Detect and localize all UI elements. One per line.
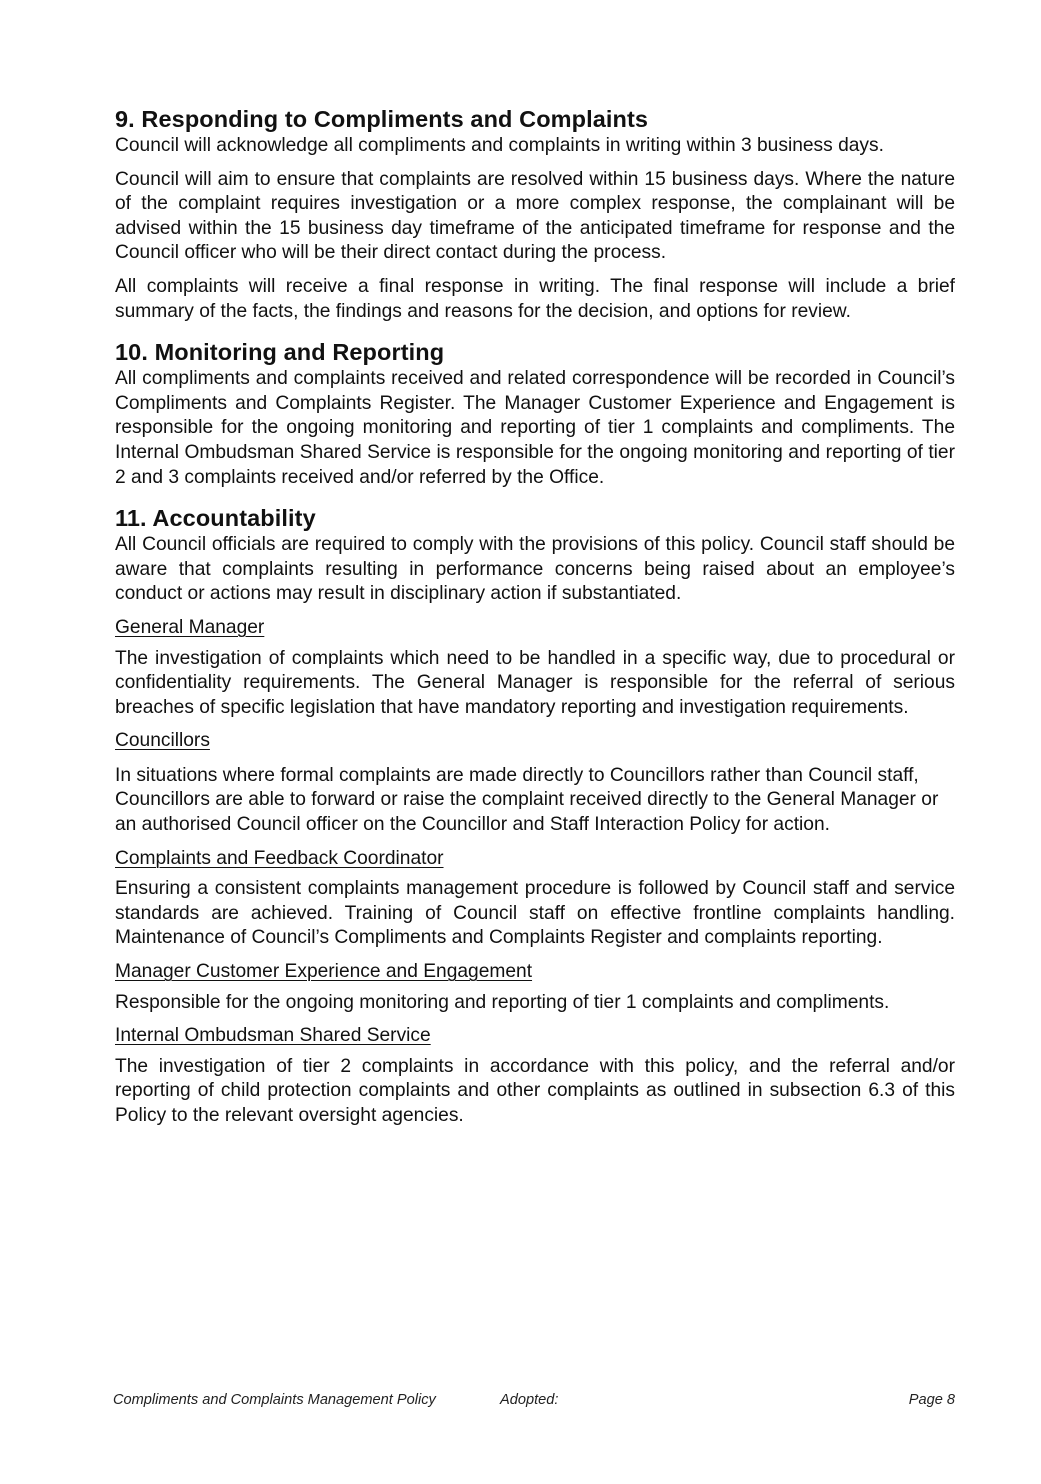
role-title-councillors: Councillors: [115, 730, 210, 752]
section-heading: 11. Accountability: [115, 505, 316, 532]
role-description-manager-cx: Responsible for the ongoing monitoring and reporting of tier 1 complaints and compliments.: [115, 991, 890, 1013]
footer-document-title: Compliments and Complaints Management Policy: [113, 1392, 436, 1408]
footer-adopted: Adopted:: [500, 1392, 559, 1408]
section-responding: [115, 104, 955, 324]
footer-page-number: Page 8: [908, 1392, 955, 1408]
page-footer: [113, 1390, 955, 1410]
role-title-manager-cx: Manager Customer Experience and Engagement: [115, 961, 533, 983]
section-accountability: [115, 503, 955, 1128]
role-title-general-manager: General Manager: [115, 616, 265, 638]
paragraph: Council will aim to ensure that complaints are resolved within 15 business days. Where the nature of the complaint requires investigation or a more complex response, the complainant will be advised within the 15 business day timeframe of the anticipated timeframe for response and the Council officer who will be their direct contact during the process.: [115, 168, 955, 264]
section-heading: 9. Responding to Compliments and Complaints: [115, 106, 649, 132]
role-title-coordinator: Complaints and Feedback Coordinator: [115, 847, 444, 869]
paragraph: Council will acknowledge all compliments and complaints in writing within 3 business days.: [115, 135, 884, 156]
section-monitoring: [115, 337, 955, 490]
role-description-councillors: In situations where formal complaints are made directly to Councillors rather than Council staff, Councillors are able to forward or raise the complaint received directly to the General Manager or an authorised Council officer on the Councillor and Staff Interaction Policy for action.: [115, 764, 939, 836]
paragraph: All complaints will receive a final response in writing. The final response will include a brief summary of the facts, the findings and reasons for the decision, and options for review.: [115, 275, 955, 322]
role-title-ombudsman: Internal Ombudsman Shared Service: [115, 1025, 431, 1047]
paragraph: All compliments and complaints received and related correspondence will be recorded in Council’s Compliments and Complaints Register. The Manager Customer Experience and Engagement is responsible for the ongoing monitoring and reporting of tier 1 complaints and compliments. The Internal Ombudsman Shared Service is responsible for the ongoing monitoring and reporting of tier 2 and 3 complaints received and/or referred by the Office.: [115, 368, 955, 488]
role-description-general-manager: The investigation of complaints which need to be handled in a specific way, due to procedural or confidentiality requirements. The General Manager is responsible for the referral of serious breaches of specific legislation that have mandatory reporting and investigation requirements.: [115, 647, 955, 718]
role-description-coordinator: Ensuring a consistent complaints management procedure is followed by Council staff and service standards are achieved. Training of Council staff on effective frontline complaints handling. Maintenance of Council’s Compliments and Complaints Register and complaints reporting.: [115, 878, 955, 949]
document-page: [115, 104, 955, 1142]
role-description-ombudsman: The investigation of tier 2 complaints in accordance with this policy, and the referral and/or reporting of child protection complaints and other complaints as outlined in subsection 6.3 of this Policy to the relevant oversight agencies.: [115, 1055, 955, 1126]
section-heading: 10. Monitoring and Reporting: [115, 339, 445, 366]
paragraph: All Council officials are required to comply with the provisions of this policy. Council staff should be aware that complaints resulting in performance concerns being raised about an employee’s conduct or actions may result in disciplinary action if substantiated.: [115, 534, 955, 605]
